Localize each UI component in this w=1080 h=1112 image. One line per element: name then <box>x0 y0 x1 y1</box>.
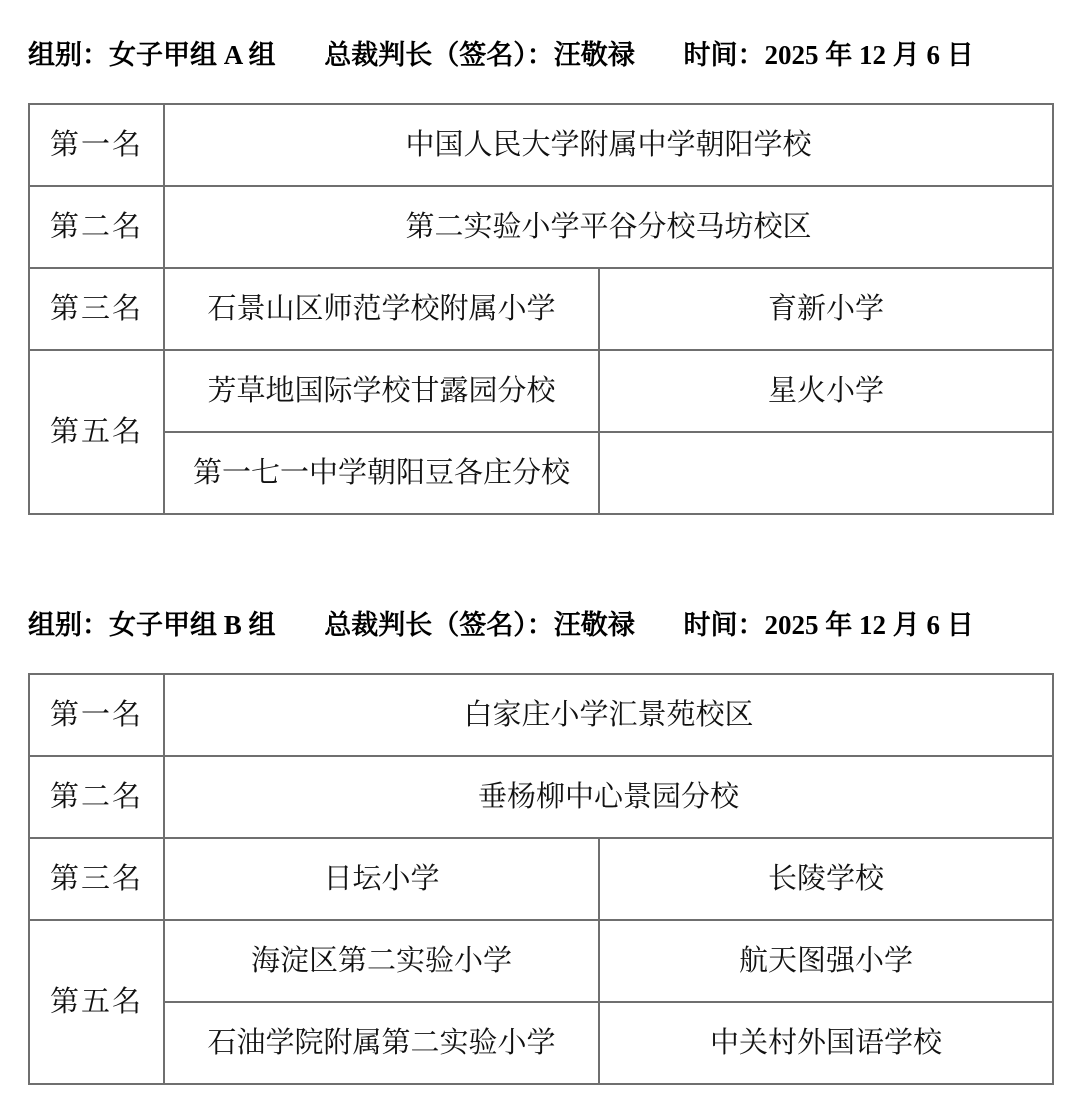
school-cell: 垂杨柳中心景园分校 <box>164 756 1053 838</box>
rank-cell: 第一名 <box>29 104 164 186</box>
group-value: 女子甲组 B 组 <box>109 610 276 640</box>
group-a-header <box>28 0 1052 72</box>
school-cell: 中国人民大学附属中学朝阳学校 <box>164 104 1053 186</box>
judge-label: 总裁判长（签名）： <box>324 40 554 70</box>
school-cell: 育新小学 <box>599 268 1053 350</box>
time-value: 2025 年 12 月 6 日 <box>764 610 974 640</box>
rank-cell: 第二名 <box>29 186 164 268</box>
group-value: 女子甲组 A 组 <box>109 40 276 70</box>
school-cell: 第一七一中学朝阳豆各庄分校 <box>164 432 599 514</box>
school-cell: 长陵学校 <box>599 838 1053 920</box>
table-row <box>29 756 1053 838</box>
school-cell: 航天图强小学 <box>599 920 1053 1002</box>
rank-cell: 第五名 <box>29 920 164 1084</box>
table-row <box>29 920 1053 1002</box>
group-b-header <box>28 515 1052 642</box>
judge-value: 汪敬禄 <box>553 40 635 70</box>
group-b-time-field <box>684 610 974 640</box>
group-b-group-field <box>28 610 276 640</box>
table-row <box>29 1002 1053 1084</box>
group-a-group-field <box>28 40 276 70</box>
school-cell: 第二实验小学平谷分校马坊校区 <box>164 186 1053 268</box>
rank-cell: 第二名 <box>29 756 164 838</box>
group-label: 组别： <box>28 40 109 70</box>
document-sheet <box>28 0 1052 1085</box>
judge-value: 汪敬禄 <box>553 610 635 640</box>
table-row <box>29 104 1053 186</box>
school-cell: 白家庄小学汇景苑校区 <box>164 674 1053 756</box>
time-label: 时间： <box>683 610 765 640</box>
rank-cell: 第三名 <box>29 838 164 920</box>
table-row <box>29 186 1053 268</box>
judge-label: 总裁判长（签名）： <box>324 610 554 640</box>
group-b-judge-field <box>324 610 635 640</box>
rank-cell: 第三名 <box>29 268 164 350</box>
results-table-group-a <box>28 103 1054 515</box>
results-table-group-b <box>28 673 1054 1085</box>
rank-cell: 第一名 <box>29 674 164 756</box>
school-cell: 石油学院附属第二实验小学 <box>164 1002 599 1084</box>
school-cell: 中关村外国语学校 <box>599 1002 1053 1084</box>
table-row <box>29 674 1053 756</box>
table-row <box>29 432 1053 514</box>
table-row <box>29 838 1053 920</box>
group-a-time-field <box>684 40 974 70</box>
school-cell: 日坛小学 <box>164 838 599 920</box>
school-cell: 海淀区第二实验小学 <box>164 920 599 1002</box>
table-row <box>29 350 1053 432</box>
table-row <box>29 268 1053 350</box>
school-cell: 石景山区师范学校附属小学 <box>164 268 599 350</box>
time-value: 2025 年 12 月 6 日 <box>764 40 974 70</box>
time-label: 时间： <box>683 40 765 70</box>
group-a-judge-field <box>324 40 635 70</box>
school-cell <box>599 432 1053 514</box>
school-cell: 星火小学 <box>599 350 1053 432</box>
school-cell: 芳草地国际学校甘露园分校 <box>164 350 599 432</box>
rank-cell: 第五名 <box>29 350 164 514</box>
group-label: 组别： <box>28 610 109 640</box>
